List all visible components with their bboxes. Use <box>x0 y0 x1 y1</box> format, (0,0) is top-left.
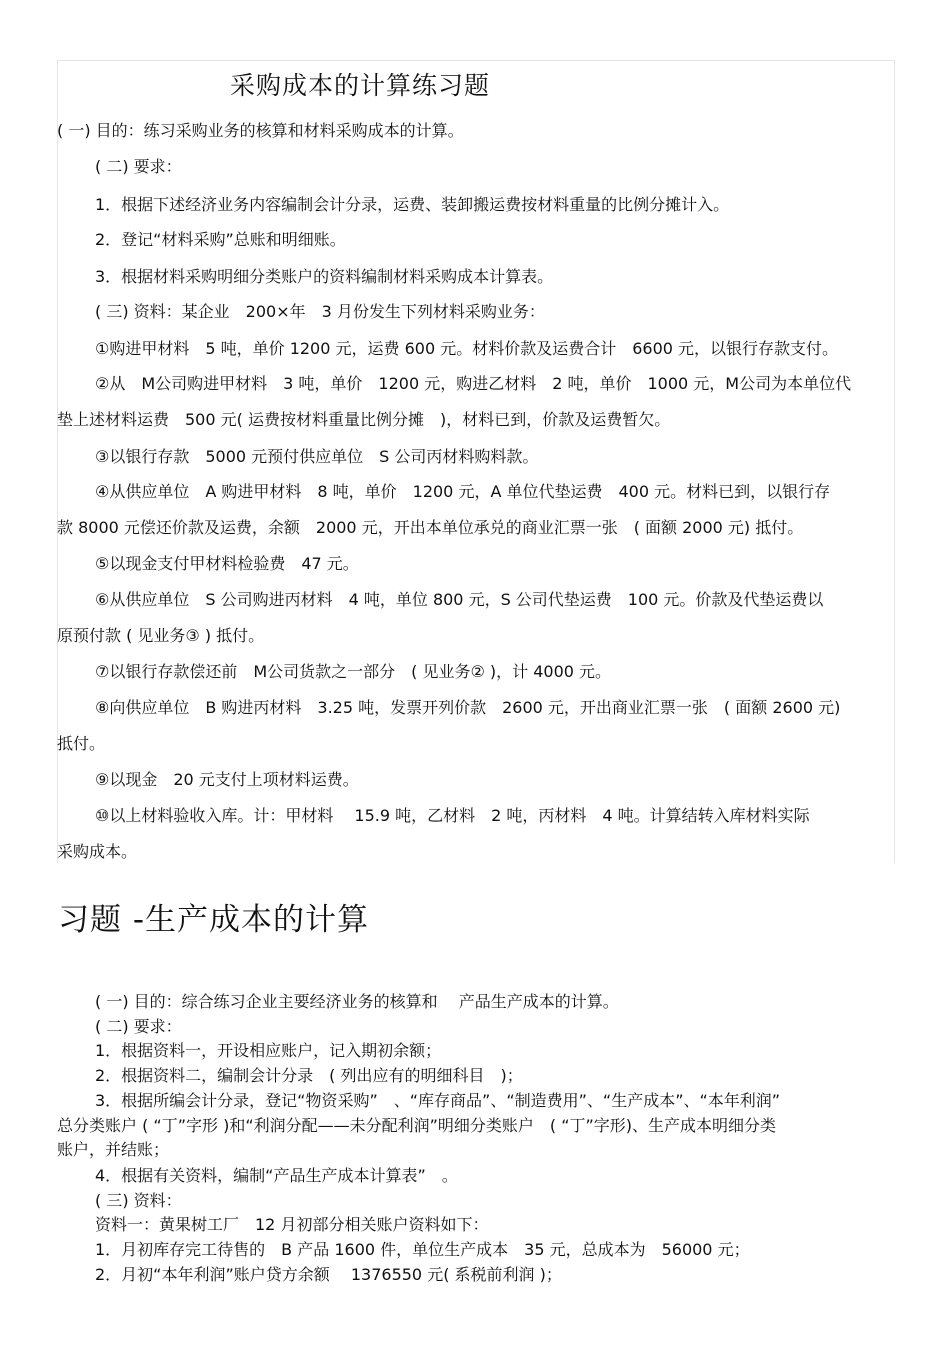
s1-line: ⑩以上材料验收入库。计：甲材料 15.9 吨，乙材料 2 吨，丙材料 4 吨。计算结转入库材料实际 <box>95 806 810 825</box>
s1-line: ①购进甲材料 5 吨，单价 1200 元，运费 600 元。材料价款及运费合计 6600 元，以银行存款支付。 <box>95 339 839 358</box>
s1-line: 原预付款 ( 见业务③ ) 抵付。 <box>57 626 265 645</box>
s1-line: ( 三) 资料：某企业 200×年 3 月份发生下列材料采购业务： <box>95 302 545 321</box>
s2-line: 2．根据资料二，编制会计分录 ( 列出应有的明细科目 )； <box>95 1066 523 1085</box>
s1-line: ⑧向供应单位 B 购进丙材料 3.25 吨，发票开列价款 2600 元，开出商业汇票一张 ( 面额 2600 元) <box>95 698 841 717</box>
s2-line: 1．月初库存完工待售的 B 产品 1600 件，单位生产成本 35 元，总成本为 56000 元； <box>95 1240 750 1259</box>
s2-line: 3．根据所编会计分录，登记“物资采购” 、“库存商品”、“制造费用”、“生产成本”、“本年利润” <box>95 1091 781 1110</box>
s1-line: ( 一) 目的：练习采购业务的核算和材料采购成本的计算。 <box>57 121 464 140</box>
section1-title: 采购成本的计算练习题 <box>230 71 491 100</box>
s2-line: 4．根据有关资料，编制“产品生产成本计算表” 。 <box>95 1166 458 1185</box>
s1-line: 3．根据材料采购明细分类账户的资料编制材料采购成本计算表。 <box>95 267 554 286</box>
s1-line: ⑥从供应单位 S 公司购进丙材料 4 吨，单位 800 元，S 公司代垫运费 100 元。价款及代垫运费以 <box>95 590 824 609</box>
s2-line: 1．根据资料一，开设相应账户，记入期初余额； <box>95 1041 442 1060</box>
section2-title: 习题 -生产成本的计算 <box>58 902 370 938</box>
s2-line: 资料一：黄果树工厂 12 月初部分相关账户资料如下： <box>95 1215 489 1234</box>
s2-line: 2．月初“本年利润”账户贷方余额 1376550 元( 系税前利润 )； <box>95 1265 562 1284</box>
s1-line: 采购成本。 <box>57 842 138 861</box>
s1-line: 款 8000 元偿还价款及运费，余额 2000 元，开出本单位承兑的商业汇票一张 ( 面额 2000 元) 抵付。 <box>57 518 804 537</box>
s1-line: ④从供应单位 A 购进甲材料 8 吨，单价 1200 元，A 单位代垫运费 400 元。材料已到，以银行存 <box>95 482 831 501</box>
s1-line: ②从 M公司购进甲材料 3 吨，单价 1200 元，购进乙材料 2 吨，单价 1000 元，M公司为本单位代 <box>95 374 852 393</box>
s2-line: 账户，并结账； <box>57 1140 170 1159</box>
s1-line: 垫上述材料运费 500 元( 运费按材料重量比例分摊 )，材料已到，价款及运费暂欠。 <box>57 410 671 429</box>
s1-line: ⑤以现金支付甲材料检验费 47 元。 <box>95 554 359 573</box>
s1-line: ⑦以银行存款偿还前 M公司货款之一部分 ( 见业务② )，计 4000 元。 <box>95 662 612 681</box>
s1-line: 抵付。 <box>57 734 106 753</box>
s1-line: 1．根据下述经济业务内容编制会计分录，运费、装卸搬运费按材料重量的比例分摊计入。 <box>95 195 730 214</box>
s1-line: ③以银行存款 5000 元预付供应单位 S 公司丙材料购料款。 <box>95 447 539 466</box>
s2-line: ( 一) 目的：综合练习企业主要经济业务的核算和 产品生产成本的计算。 <box>95 992 619 1011</box>
s1-line: ( 二) 要求： <box>95 157 182 176</box>
s2-line: ( 二) 要求： <box>95 1017 182 1036</box>
s1-line: 2．登记“材料采购”总账和明细账。 <box>95 230 346 249</box>
s2-line: 总分类账户 ( “丁”字形 )和“利润分配——未分配利润”明细分类账户 ( “丁”字形)、生产成本明细分类 <box>57 1116 777 1135</box>
s2-line: ( 三) 资料： <box>95 1191 182 1210</box>
s1-line: ⑨以现金 20 元支付上项材料运费。 <box>95 770 359 789</box>
